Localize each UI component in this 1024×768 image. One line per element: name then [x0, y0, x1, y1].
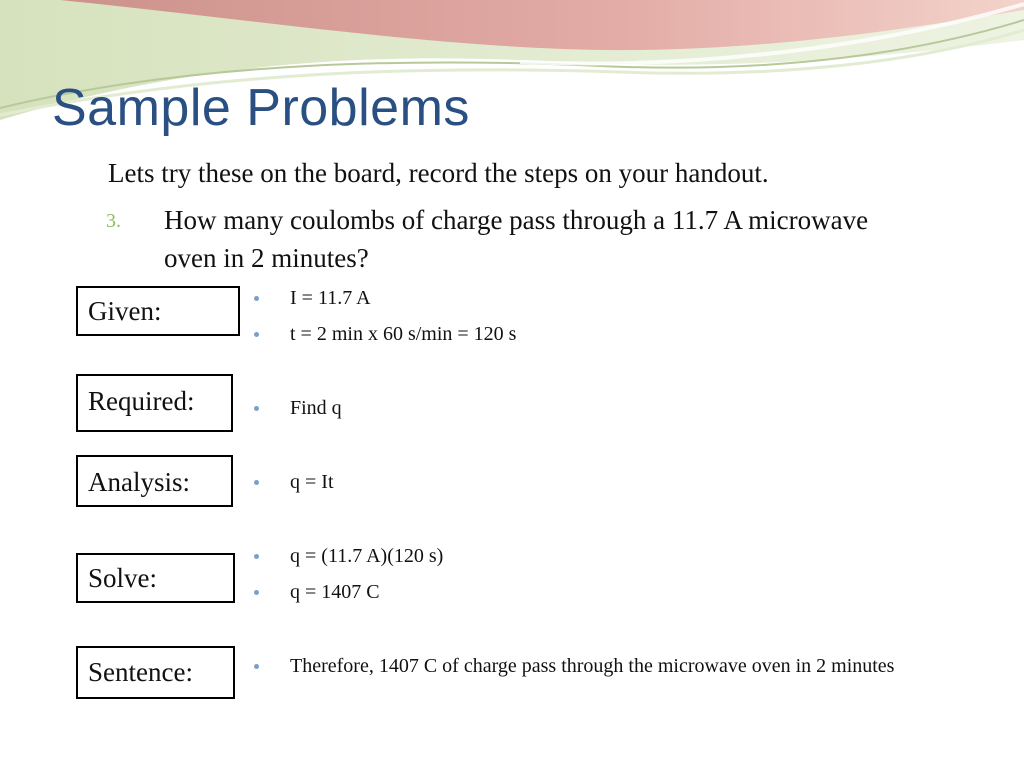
required-label-box — [76, 374, 233, 432]
intro-text: Lets try these on the board, record the steps on your handout. — [108, 158, 769, 188]
given-label: Given: — [88, 296, 162, 326]
sentence-bullets — [248, 651, 968, 688]
given-item: I = 11.7 A — [248, 283, 516, 313]
bullet-icon — [254, 480, 259, 485]
slide-title: Sample Problems — [52, 79, 470, 137]
given-bullets — [248, 283, 516, 355]
question-text: How many coulombs of charge pass through a 11.7 A microwave oven in 2 minutes? — [164, 205, 869, 273]
required-label: Required: — [88, 386, 195, 416]
required-bullets — [248, 393, 342, 429]
given-label-box — [76, 286, 240, 336]
analysis-bullets — [248, 467, 334, 503]
solve-item: q = 1407 C — [248, 577, 443, 607]
question-number: 3. — [106, 210, 121, 232]
sentence-label: Sentence: — [88, 657, 193, 687]
analysis-label-box — [76, 455, 233, 507]
given-item: t = 2 min x 60 s/min = 120 s — [248, 319, 516, 349]
solve-bullets — [248, 541, 443, 613]
analysis-item: q = It — [248, 467, 334, 497]
bullet-icon — [254, 590, 259, 595]
solve-label-box — [76, 553, 235, 603]
solve-item: q = (11.7 A)(120 s) — [248, 541, 443, 571]
required-item: Find q — [248, 393, 342, 423]
bullet-icon — [254, 332, 259, 337]
sentence-label-box — [76, 646, 235, 699]
solve-label: Solve: — [88, 563, 158, 593]
analysis-label: Analysis: — [88, 467, 191, 497]
bullet-icon — [254, 664, 259, 669]
sentence-item: Therefore, 1407 C of charge pass through the microwave oven in 2 minutes — [248, 651, 968, 682]
bullet-icon — [254, 296, 259, 301]
bullet-icon — [254, 554, 259, 559]
bullet-icon — [254, 406, 259, 411]
